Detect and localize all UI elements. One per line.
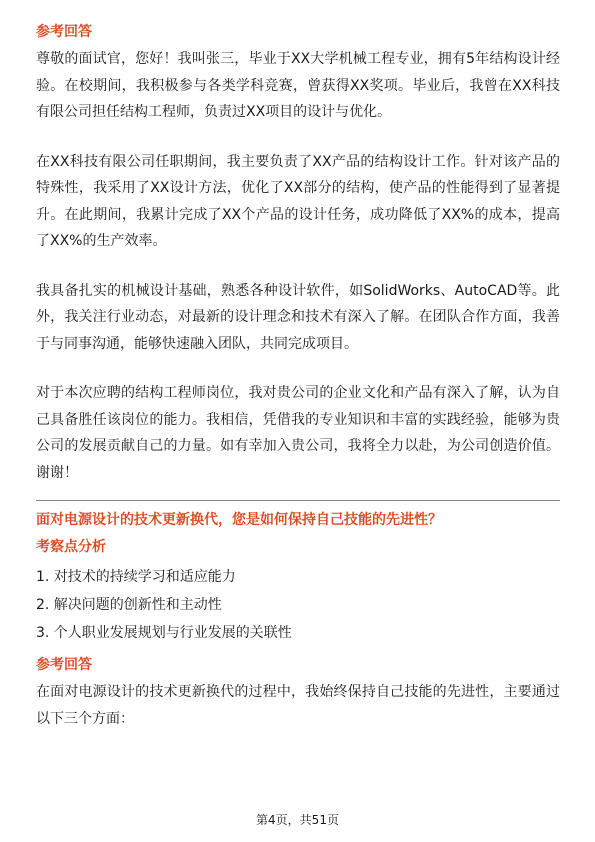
answer-2-paragraph: 在面对电源设计的技术更新换代的过程中，我始终保持自己技能的先进性，主要通过以下三个方面：: [36, 684, 560, 727]
analysis-heading: 考察点分析: [36, 539, 106, 555]
answer-paragraph-1: 尊敬的面试官，您好！我叫张三，毕业于XX大学机械工程专业，拥有5年结构设计经验。在校期间，我积极参与各类学科竞赛，曾获得XX奖项。毕业后，我曾在XX科技有限公司担任结构工程师，负责过XX项目的设计与优化。: [36, 51, 560, 120]
analysis-point: 3. 个人职业发展规划与行业发展的关联性: [36, 625, 292, 641]
analysis-point: 1. 对技术的持续学习和适应能力: [36, 569, 236, 585]
page-number-footer: 第4页，共51页: [256, 813, 339, 827]
section-divider: [36, 500, 560, 501]
question-title: 面对电源设计的技术更新换代，您是如何保持自己技能的先进性？: [36, 512, 442, 528]
answer-paragraph-2: 在XX科技有限公司任职期间，我主要负责了XX产品的结构设计工作。针对该产品的特殊性，我采用了XX设计方法，优化了XX部分的结构，使产品的性能得到了显著提升。在此期间，我累计完成了XX个产品的设计任务，成功降低了XX%的成本，提高了XX%的生产效率。: [36, 153, 560, 249]
answer-heading-2: 参考回答: [36, 657, 92, 673]
analysis-point: 2. 解决问题的创新性和主动性: [36, 597, 222, 613]
document-page: [36, 22, 560, 732]
analysis-points-list: [36, 563, 560, 647]
answer-paragraph-4: 对于本次应聘的结构工程师岗位，我对贵公司的企业文化和产品有深入了解，认为自己具备胜任该岗位的能力。我相信，凭借我的专业知识和丰富的实践经验，能够为贵公司的发展贡献自己的力量。如有幸加入贵公司，我将全力以赴，为公司创造价值。谢谢！: [36, 385, 560, 481]
answer-paragraph-3: 我具备扎实的机械设计基础，熟悉各种设计软件，如SolidWorks、AutoCAD等。此外，我关注行业动态，对最新的设计理念和技术有深入了解。在团队合作方面，我善于与同事沟通，能够快速融入团队，共同完成项目。: [36, 282, 560, 352]
answer-heading: 参考回答: [36, 24, 92, 40]
